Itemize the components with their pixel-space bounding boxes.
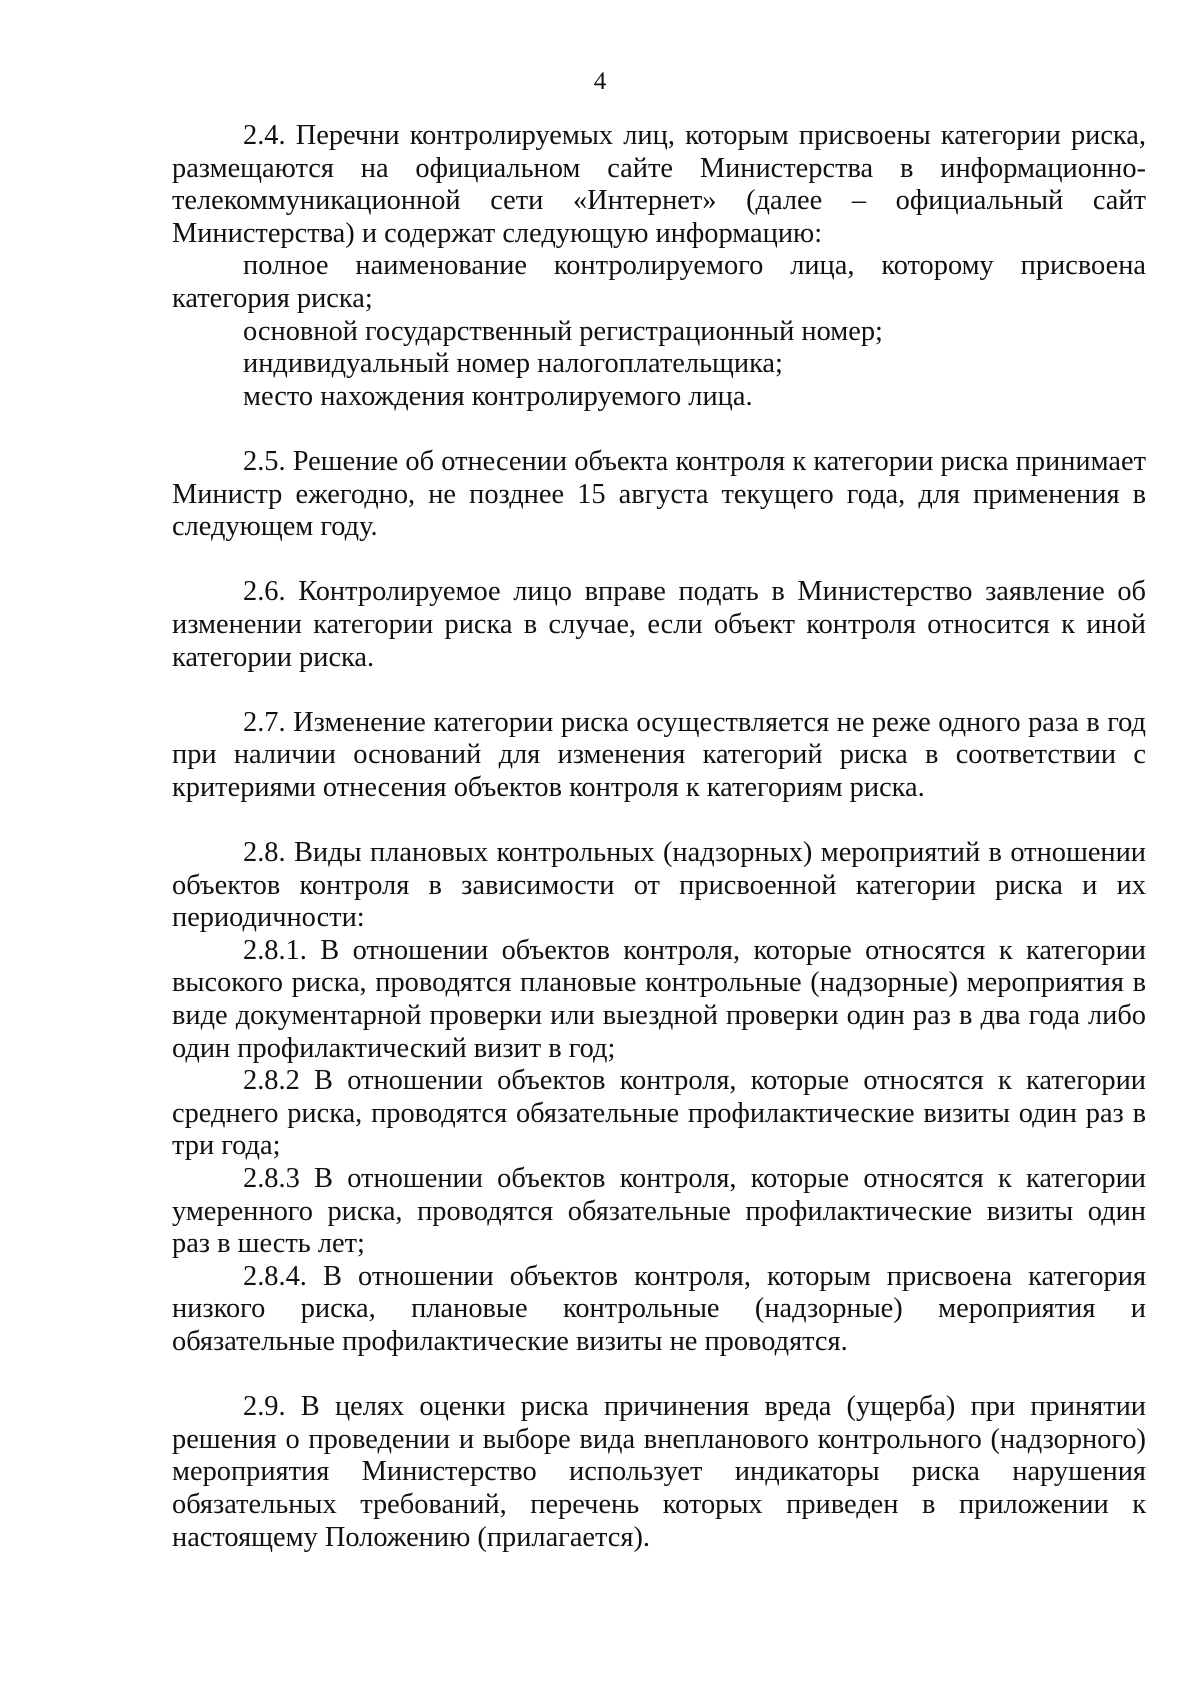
paragraph-2-8-3: 2.8.3 В отношении объектов контроля, которые относятся к категории умеренного риска, проводятся обязательные профилактические визиты один раз в шесть лет; bbox=[172, 1163, 1146, 1260]
paragraph-2-9: 2.9. В целях оценки риска причинения вреда (ущерба) при принятии решения о проведении и выборе вида внепланового контрольного (надзорного) мероприятия Министерство использует индикаторы риска нарушения обязательных требований, перечень которых приведен в приложении к настоящему Положению (прилагается). bbox=[172, 1391, 1146, 1553]
paragraph-2-5: 2.5. Решение об отнесении объекта контроля к категории риска принимает Министр ежегодно, не позднее 15 августа текущего года, для применения в следующем году. bbox=[172, 445, 1146, 543]
paragraph-2-8: 2.8. Виды плановых контрольных (надзорных) мероприятий в отношении объектов контроля в зависимости от присвоенной категории риска и их периодичности: bbox=[172, 837, 1146, 934]
list-item-ogrn: основной государственный регистрационный номер; bbox=[243, 315, 883, 347]
list-item-location: место нахождения контролируемого лица. bbox=[243, 380, 753, 412]
paragraph-2-8-1: 2.8.1. В отношении объектов контроля, которые относятся к категории высокого риска, проводятся плановые контрольные (надзорные) мероприятия в виде документарной проверки или выездной проверки один раз в два года либо один профилактический визит в год; bbox=[172, 934, 1146, 1064]
paragraph-2-8-2: 2.8.2 В отношении объектов контроля, которые относятся к категории среднего риска, проводятся обязательные профилактические визиты один раз в три года; bbox=[172, 1065, 1146, 1162]
list-item-inn: индивидуальный номер налогоплательщика; bbox=[243, 348, 783, 380]
paragraph-2-7: 2.7. Изменение категории риска осуществляется не реже одного раза в год при наличии оснований для изменения категорий риска в соответствии с критериями отнесения объектов контроля к категориям риска. bbox=[172, 706, 1146, 803]
page-number: 4 bbox=[593, 68, 607, 95]
paragraph-2-8-4: 2.8.4. В отношении объектов контроля, которым присвоена категория низкого риска, плановые контрольные (надзорные) мероприятия и обязательные профилактические визиты не проводятся. bbox=[172, 1260, 1146, 1357]
paragraph-2-4: 2.4. Перечни контролируемых лиц, которым присвоены категории риска, размещаются на официальном сайте Министерства в информационно-телекоммуникационной сети «Интернет» (далее – официальный сайт Министерства) и содержат следующую информацию: bbox=[172, 120, 1146, 249]
list-item-full-name: полное наименование контролируемого лица, которому присвоена категория риска; bbox=[172, 250, 1146, 314]
document-body bbox=[172, 120, 1146, 1554]
paragraph-2-6: 2.6. Контролируемое лицо вправе подать в Министерство заявление об изменении категории риска в случае, если объект контроля относится к иной категории риска. bbox=[172, 576, 1146, 673]
